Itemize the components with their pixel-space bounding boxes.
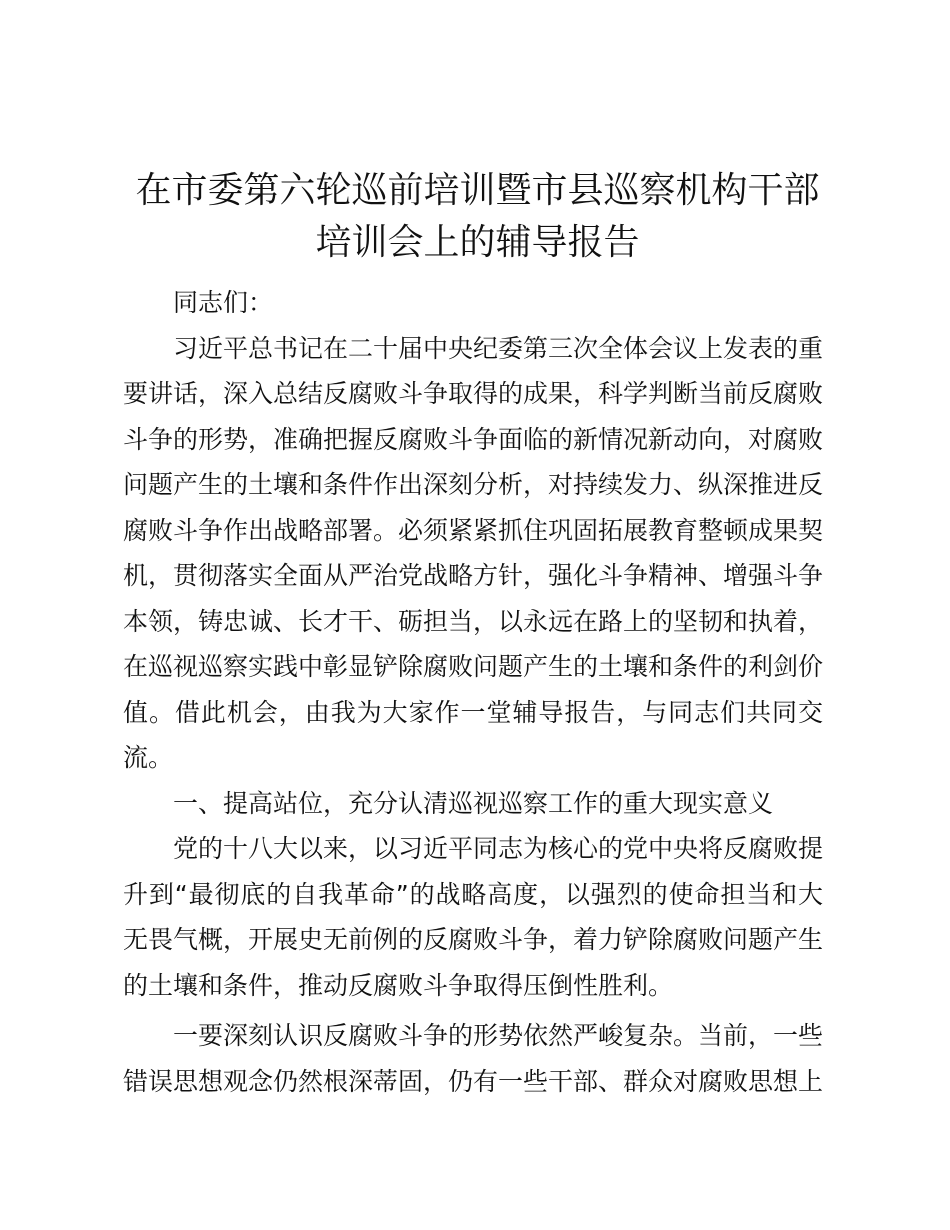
- document-title: 在市委第六轮巡前培训暨市县巡察机构干部培训会上的辅导报告: [135, 170, 820, 263]
- salutation: 同志们：: [173, 288, 274, 317]
- intro-paragraph: 习近平总书记在二十届中央纪委第三次全体会议上发表的重要讲话，深入总结反腐败斗争取得的成果，科学判断当前反腐败斗争的形势，准确把握反腐败斗争面临的新情况新动向，对腐败问题产生的土壤和条件作出深刻分析，对持续发力、纵深推进反腐败斗争作出战略部署。必须紧紧抓住巩固拓展教育整顿成果契机，贯彻落实全面从严治党战略方针，强化斗争精神、增强斗争本领，铸忠诚、长才干、砺担当，以永远在路上的坚韧和执着，在巡视巡察实践中彰显铲除腐败问题产生的土壤和条件的利剑价值。借此机会，由我为大家作一堂辅导报告，与同志们共同交流。: [123, 333, 824, 772]
- section-paragraph: 党的十八大以来，以习近平同志为核心的党中央将反腐败提升到“最彻底的自我革命”的战略高度，以强烈的使命担当和大无畏气概，开展史无前例的反腐败斗争，着力铲除腐败问题产生的土壤和条件，推动反腐败斗争取得压倒性胜利。: [123, 834, 824, 1000]
- section-paragraph: 一要深刻认识反腐败斗争的形势依然严峻复杂。当前，一些错误思想观念仍然根深蒂固，仍有一些干部、群众对腐败思想上: [123, 1021, 824, 1096]
- section-heading: 一、提高站位，充分认清巡视巡察工作的重大现实意义: [173, 788, 774, 818]
- document-body: [123, 280, 823, 1104]
